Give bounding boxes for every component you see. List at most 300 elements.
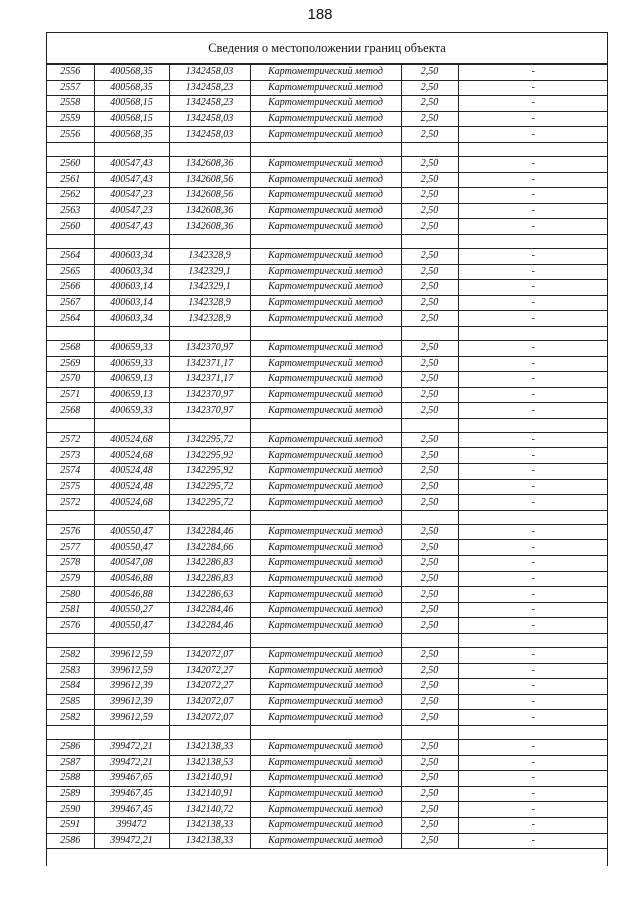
y-coordinate-cell: 1342295,92 <box>169 464 250 480</box>
point-number-cell: 2559 <box>47 111 94 127</box>
empty-cell <box>250 326 401 340</box>
point-number-cell: 2591 <box>47 817 94 833</box>
accuracy-cell: 2,50 <box>401 464 458 480</box>
y-coordinate-cell: 1342295,72 <box>169 432 250 448</box>
method-cell: Картометрический метод <box>250 280 401 296</box>
method-cell: Картометрический метод <box>250 802 401 818</box>
empty-cell <box>47 326 94 340</box>
accuracy-cell: 2,50 <box>401 340 458 356</box>
y-coordinate-cell: 1342328,9 <box>169 248 250 264</box>
x-coordinate-cell: 400547,43 <box>94 172 169 188</box>
x-coordinate-cell: 400659,33 <box>94 356 169 372</box>
x-coordinate-cell: 399467,65 <box>94 771 169 787</box>
x-coordinate-cell: 399472,21 <box>94 739 169 755</box>
note-cell: - <box>458 65 608 81</box>
method-cell: Картометрический метод <box>250 679 401 695</box>
y-coordinate-cell: 1342458,23 <box>169 96 250 112</box>
note-cell: - <box>458 710 608 726</box>
table-row <box>47 479 608 495</box>
method-cell: Картометрический метод <box>250 448 401 464</box>
method-cell: Картометрический метод <box>250 248 401 264</box>
empty-cell <box>94 510 169 524</box>
x-coordinate-cell: 399467,45 <box>94 786 169 802</box>
y-coordinate-cell: 1342138,33 <box>169 739 250 755</box>
table-row <box>47 833 608 849</box>
accuracy-cell: 2,50 <box>401 587 458 603</box>
empty-cell <box>458 510 608 524</box>
x-coordinate-cell: 399612,39 <box>94 694 169 710</box>
x-coordinate-cell: 400659,13 <box>94 387 169 403</box>
accuracy-cell: 2,50 <box>401 403 458 419</box>
accuracy-cell: 2,50 <box>401 311 458 327</box>
table-row <box>47 663 608 679</box>
note-cell: - <box>458 387 608 403</box>
y-coordinate-cell: 1342284,46 <box>169 602 250 618</box>
x-coordinate-cell: 400524,68 <box>94 495 169 511</box>
note-cell: - <box>458 80 608 96</box>
method-cell: Картометрический метод <box>250 156 401 172</box>
empty-cell <box>458 142 608 156</box>
point-number-cell: 2560 <box>47 156 94 172</box>
method-cell: Картометрический метод <box>250 710 401 726</box>
table-row <box>47 602 608 618</box>
accuracy-cell: 2,50 <box>401 448 458 464</box>
method-cell: Картометрический метод <box>250 587 401 603</box>
x-coordinate-cell: 400603,34 <box>94 248 169 264</box>
y-coordinate-cell: 1342295,92 <box>169 448 250 464</box>
point-number-cell: 2572 <box>47 495 94 511</box>
point-number-cell: 2578 <box>47 556 94 572</box>
y-coordinate-cell: 1342329,1 <box>169 280 250 296</box>
point-number-cell: 2586 <box>47 833 94 849</box>
x-coordinate-cell: 400524,68 <box>94 432 169 448</box>
point-number-cell: 2584 <box>47 679 94 695</box>
x-coordinate-cell: 400603,34 <box>94 264 169 280</box>
method-cell: Картометрический метод <box>250 387 401 403</box>
accuracy-cell: 2,50 <box>401 602 458 618</box>
method-cell: Картометрический метод <box>250 264 401 280</box>
empty-cell <box>47 634 94 648</box>
note-cell: - <box>458 755 608 771</box>
note-cell: - <box>458 264 608 280</box>
accuracy-cell: 2,50 <box>401 524 458 540</box>
point-number-cell: 2579 <box>47 571 94 587</box>
empty-cell <box>458 725 608 739</box>
note-cell: - <box>458 340 608 356</box>
group-separator-row <box>47 725 608 739</box>
note-cell: - <box>458 648 608 664</box>
table-row <box>47 80 608 96</box>
x-coordinate-cell: 400659,33 <box>94 403 169 419</box>
x-coordinate-cell: 400550,47 <box>94 540 169 556</box>
method-cell: Картометрический метод <box>250 96 401 112</box>
note-cell: - <box>458 479 608 495</box>
y-coordinate-cell: 1342295,72 <box>169 479 250 495</box>
table-row <box>47 311 608 327</box>
y-coordinate-cell: 1342458,03 <box>169 65 250 81</box>
note-cell: - <box>458 587 608 603</box>
empty-cell <box>250 234 401 248</box>
method-cell: Картометрический метод <box>250 755 401 771</box>
table-row <box>47 203 608 219</box>
method-cell: Картометрический метод <box>250 540 401 556</box>
point-number-cell: 2586 <box>47 739 94 755</box>
table-row <box>47 679 608 695</box>
x-coordinate-cell: 400547,08 <box>94 556 169 572</box>
note-cell: - <box>458 786 608 802</box>
x-coordinate-cell: 400524,48 <box>94 464 169 480</box>
method-cell: Картометрический метод <box>250 356 401 372</box>
y-coordinate-cell: 1342138,33 <box>169 817 250 833</box>
point-number-cell: 2590 <box>47 802 94 818</box>
accuracy-cell: 2,50 <box>401 188 458 204</box>
accuracy-cell: 2,50 <box>401 248 458 264</box>
point-number-cell: 2572 <box>47 432 94 448</box>
table-row <box>47 755 608 771</box>
y-coordinate-cell: 1342608,56 <box>169 188 250 204</box>
y-coordinate-cell: 1342371,17 <box>169 372 250 388</box>
note-cell: - <box>458 172 608 188</box>
method-cell: Картометрический метод <box>250 771 401 787</box>
method-cell: Картометрический метод <box>250 172 401 188</box>
accuracy-cell: 2,50 <box>401 219 458 235</box>
table-row <box>47 495 608 511</box>
method-cell: Картометрический метод <box>250 817 401 833</box>
method-cell: Картометрический метод <box>250 464 401 480</box>
group-separator-row <box>47 634 608 648</box>
note-cell: - <box>458 448 608 464</box>
note-cell: - <box>458 372 608 388</box>
accuracy-cell: 2,50 <box>401 556 458 572</box>
page-number: 188 <box>307 6 333 23</box>
x-coordinate-cell: 399612,59 <box>94 663 169 679</box>
table-row <box>47 172 608 188</box>
accuracy-cell: 2,50 <box>401 111 458 127</box>
method-cell: Картометрический метод <box>250 571 401 587</box>
boundary-table-frame <box>46 32 608 866</box>
point-number-cell: 2565 <box>47 264 94 280</box>
note-cell: - <box>458 540 608 556</box>
note-cell: - <box>458 739 608 755</box>
table-row <box>47 739 608 755</box>
empty-cell <box>94 326 169 340</box>
y-coordinate-cell: 1342371,17 <box>169 356 250 372</box>
empty-cell <box>169 142 250 156</box>
empty-cell <box>169 725 250 739</box>
accuracy-cell: 2,50 <box>401 694 458 710</box>
accuracy-cell: 2,50 <box>401 127 458 143</box>
table-row <box>47 111 608 127</box>
method-cell: Картометрический метод <box>250 663 401 679</box>
boundary-coordinates-table <box>47 64 608 849</box>
accuracy-cell: 2,50 <box>401 280 458 296</box>
y-coordinate-cell: 1342458,03 <box>169 127 250 143</box>
table-row <box>47 248 608 264</box>
note-cell: - <box>458 356 608 372</box>
accuracy-cell: 2,50 <box>401 495 458 511</box>
y-coordinate-cell: 1342284,66 <box>169 540 250 556</box>
y-coordinate-cell: 1342284,46 <box>169 618 250 634</box>
note-cell: - <box>458 248 608 264</box>
note-cell: - <box>458 833 608 849</box>
method-cell: Картометрический метод <box>250 65 401 81</box>
point-number-cell: 2577 <box>47 540 94 556</box>
point-number-cell: 2582 <box>47 710 94 726</box>
empty-cell <box>401 418 458 432</box>
accuracy-cell: 2,50 <box>401 295 458 311</box>
point-number-cell: 2556 <box>47 127 94 143</box>
table-row <box>47 387 608 403</box>
note-cell: - <box>458 464 608 480</box>
accuracy-cell: 2,50 <box>401 264 458 280</box>
accuracy-cell: 2,50 <box>401 372 458 388</box>
table-row <box>47 264 608 280</box>
table-title: Сведения о местоположении границ объекта <box>47 33 607 64</box>
group-separator-row <box>47 326 608 340</box>
accuracy-cell: 2,50 <box>401 356 458 372</box>
y-coordinate-cell: 1342140,72 <box>169 802 250 818</box>
y-coordinate-cell: 1342329,1 <box>169 264 250 280</box>
point-number-cell: 2580 <box>47 587 94 603</box>
note-cell: - <box>458 495 608 511</box>
x-coordinate-cell: 400550,47 <box>94 524 169 540</box>
method-cell: Картометрический метод <box>250 188 401 204</box>
table-row <box>47 587 608 603</box>
y-coordinate-cell: 1342072,07 <box>169 710 250 726</box>
empty-cell <box>401 142 458 156</box>
x-coordinate-cell: 400550,27 <box>94 602 169 618</box>
x-coordinate-cell: 400603,14 <box>94 280 169 296</box>
method-cell: Картометрический метод <box>250 833 401 849</box>
accuracy-cell: 2,50 <box>401 679 458 695</box>
x-coordinate-cell: 399472 <box>94 817 169 833</box>
point-number-cell: 2568 <box>47 340 94 356</box>
note-cell: - <box>458 679 608 695</box>
point-number-cell: 2589 <box>47 786 94 802</box>
x-coordinate-cell: 400547,43 <box>94 219 169 235</box>
method-cell: Картометрический метод <box>250 219 401 235</box>
x-coordinate-cell: 400547,23 <box>94 188 169 204</box>
note-cell: - <box>458 188 608 204</box>
accuracy-cell: 2,50 <box>401 817 458 833</box>
note-cell: - <box>458 111 608 127</box>
method-cell: Картометрический метод <box>250 739 401 755</box>
note-cell: - <box>458 432 608 448</box>
point-number-cell: 2564 <box>47 311 94 327</box>
note-cell: - <box>458 524 608 540</box>
table-row <box>47 156 608 172</box>
point-number-cell: 2581 <box>47 602 94 618</box>
point-number-cell: 2567 <box>47 295 94 311</box>
method-cell: Картометрический метод <box>250 295 401 311</box>
table-row <box>47 771 608 787</box>
y-coordinate-cell: 1342286,83 <box>169 556 250 572</box>
empty-cell <box>47 510 94 524</box>
note-cell: - <box>458 219 608 235</box>
table-row <box>47 448 608 464</box>
x-coordinate-cell: 400603,14 <box>94 295 169 311</box>
accuracy-cell: 2,50 <box>401 172 458 188</box>
table-row <box>47 618 608 634</box>
point-number-cell: 2582 <box>47 648 94 664</box>
point-number-cell: 2588 <box>47 771 94 787</box>
y-coordinate-cell: 1342608,56 <box>169 172 250 188</box>
table-row <box>47 356 608 372</box>
empty-cell <box>250 634 401 648</box>
accuracy-cell: 2,50 <box>401 540 458 556</box>
group-separator-row <box>47 142 608 156</box>
point-number-cell: 2573 <box>47 448 94 464</box>
table-row <box>47 694 608 710</box>
method-cell: Картометрический метод <box>250 111 401 127</box>
note-cell: - <box>458 817 608 833</box>
accuracy-cell: 2,50 <box>401 479 458 495</box>
table-row <box>47 432 608 448</box>
accuracy-cell: 2,50 <box>401 80 458 96</box>
empty-cell <box>169 634 250 648</box>
table-row <box>47 524 608 540</box>
empty-cell <box>401 510 458 524</box>
y-coordinate-cell: 1342072,27 <box>169 679 250 695</box>
table-row <box>47 188 608 204</box>
y-coordinate-cell: 1342140,91 <box>169 786 250 802</box>
accuracy-cell: 2,50 <box>401 618 458 634</box>
table-row <box>47 786 608 802</box>
point-number-cell: 2576 <box>47 524 94 540</box>
empty-cell <box>401 234 458 248</box>
point-number-cell: 2560 <box>47 219 94 235</box>
accuracy-cell: 2,50 <box>401 663 458 679</box>
y-coordinate-cell: 1342072,27 <box>169 663 250 679</box>
method-cell: Картометрический метод <box>250 524 401 540</box>
table-row <box>47 817 608 833</box>
empty-cell <box>94 418 169 432</box>
x-coordinate-cell: 400568,15 <box>94 96 169 112</box>
empty-cell <box>47 725 94 739</box>
y-coordinate-cell: 1342608,36 <box>169 203 250 219</box>
table-row <box>47 372 608 388</box>
x-coordinate-cell: 399612,39 <box>94 679 169 695</box>
point-number-cell: 2576 <box>47 618 94 634</box>
table-row <box>47 280 608 296</box>
method-cell: Картометрический метод <box>250 403 401 419</box>
note-cell: - <box>458 403 608 419</box>
accuracy-cell: 2,50 <box>401 786 458 802</box>
accuracy-cell: 2,50 <box>401 432 458 448</box>
group-separator-row <box>47 234 608 248</box>
x-coordinate-cell: 400659,13 <box>94 372 169 388</box>
y-coordinate-cell: 1342328,9 <box>169 311 250 327</box>
table-row <box>47 340 608 356</box>
table-row <box>47 571 608 587</box>
y-coordinate-cell: 1342370,97 <box>169 403 250 419</box>
point-number-cell: 2563 <box>47 203 94 219</box>
method-cell: Картометрический метод <box>250 372 401 388</box>
x-coordinate-cell: 400568,15 <box>94 111 169 127</box>
x-coordinate-cell: 400547,23 <box>94 203 169 219</box>
note-cell: - <box>458 311 608 327</box>
y-coordinate-cell: 1342458,23 <box>169 80 250 96</box>
y-coordinate-cell: 1342138,53 <box>169 755 250 771</box>
note-cell: - <box>458 602 608 618</box>
method-cell: Картометрический метод <box>250 432 401 448</box>
empty-cell <box>47 142 94 156</box>
point-number-cell: 2571 <box>47 387 94 403</box>
point-number-cell: 2558 <box>47 96 94 112</box>
accuracy-cell: 2,50 <box>401 65 458 81</box>
accuracy-cell: 2,50 <box>401 802 458 818</box>
note-cell: - <box>458 156 608 172</box>
table-row <box>47 540 608 556</box>
note-cell: - <box>458 203 608 219</box>
accuracy-cell: 2,50 <box>401 96 458 112</box>
method-cell: Картометрический метод <box>250 648 401 664</box>
y-coordinate-cell: 1342370,97 <box>169 387 250 403</box>
table-row <box>47 802 608 818</box>
method-cell: Картометрический метод <box>250 127 401 143</box>
point-number-cell: 2575 <box>47 479 94 495</box>
point-number-cell: 2570 <box>47 372 94 388</box>
accuracy-cell: 2,50 <box>401 771 458 787</box>
note-cell: - <box>458 96 608 112</box>
empty-cell <box>458 234 608 248</box>
accuracy-cell: 2,50 <box>401 739 458 755</box>
point-number-cell: 2562 <box>47 188 94 204</box>
note-cell: - <box>458 663 608 679</box>
accuracy-cell: 2,50 <box>401 648 458 664</box>
x-coordinate-cell: 399472,21 <box>94 755 169 771</box>
x-coordinate-cell: 400659,33 <box>94 340 169 356</box>
empty-cell <box>250 142 401 156</box>
note-cell: - <box>458 802 608 818</box>
y-coordinate-cell: 1342138,33 <box>169 833 250 849</box>
y-coordinate-cell: 1342286,83 <box>169 571 250 587</box>
x-coordinate-cell: 400546,88 <box>94 571 169 587</box>
point-number-cell: 2564 <box>47 248 94 264</box>
empty-cell <box>94 234 169 248</box>
empty-cell <box>169 418 250 432</box>
y-coordinate-cell: 1342072,07 <box>169 694 250 710</box>
empty-cell <box>401 326 458 340</box>
x-coordinate-cell: 399612,59 <box>94 710 169 726</box>
accuracy-cell: 2,50 <box>401 387 458 403</box>
x-coordinate-cell: 400546,88 <box>94 587 169 603</box>
table-row <box>47 219 608 235</box>
x-coordinate-cell: 400524,48 <box>94 479 169 495</box>
accuracy-cell: 2,50 <box>401 710 458 726</box>
y-coordinate-cell: 1342284,46 <box>169 524 250 540</box>
empty-cell <box>94 634 169 648</box>
point-number-cell: 2568 <box>47 403 94 419</box>
note-cell: - <box>458 556 608 572</box>
table-row <box>47 556 608 572</box>
x-coordinate-cell: 400568,35 <box>94 80 169 96</box>
table-row <box>47 96 608 112</box>
x-coordinate-cell: 399467,45 <box>94 802 169 818</box>
accuracy-cell: 2,50 <box>401 755 458 771</box>
method-cell: Картометрический метод <box>250 786 401 802</box>
note-cell: - <box>458 771 608 787</box>
accuracy-cell: 2,50 <box>401 156 458 172</box>
empty-cell <box>250 725 401 739</box>
empty-cell <box>47 418 94 432</box>
y-coordinate-cell: 1342458,03 <box>169 111 250 127</box>
y-coordinate-cell: 1342370,97 <box>169 340 250 356</box>
point-number-cell: 2566 <box>47 280 94 296</box>
table-row <box>47 65 608 81</box>
table-row <box>47 295 608 311</box>
y-coordinate-cell: 1342608,36 <box>169 219 250 235</box>
